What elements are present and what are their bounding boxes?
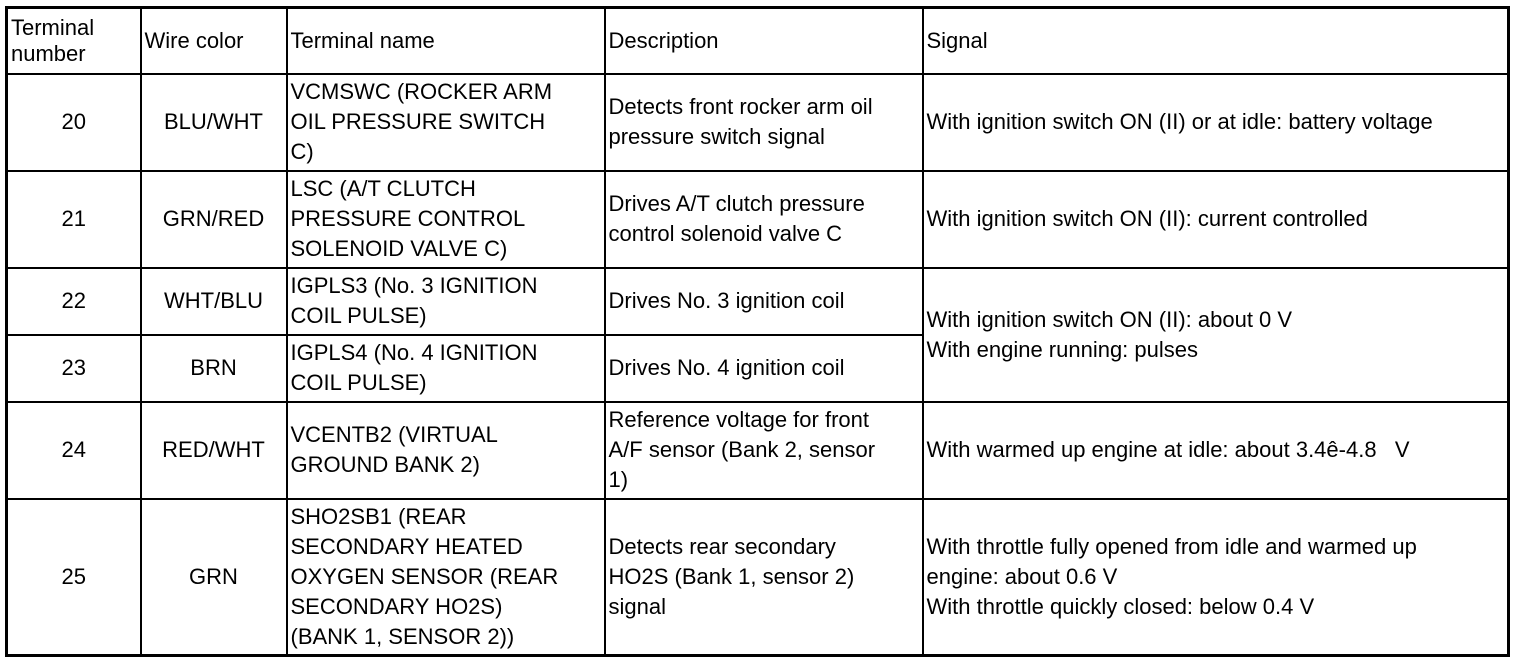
table-row <box>7 499 1509 656</box>
signal-line: With engine running: pulses <box>926 336 1198 362</box>
signal-cell <box>923 402 1509 499</box>
terminal-number-cell: 22 <box>7 268 141 335</box>
description-cell <box>605 268 923 335</box>
description-line: Detects front rocker arm oil <box>608 94 873 119</box>
header-wire-color: Wire color <box>141 8 287 74</box>
terminal-name-cell <box>287 499 605 656</box>
wire-color-cell: RED/WHT <box>141 402 287 499</box>
wire-color-cell: BLU/WHT <box>141 74 287 171</box>
description-cell <box>605 499 923 656</box>
terminal-name-line: IGPLS3 (No. 3 IGNITION <box>290 273 538 298</box>
description-line: Drives No. 3 ignition coil <box>608 288 845 313</box>
description-cell <box>605 402 923 499</box>
wire-color-cell: GRN/RED <box>141 171 287 268</box>
signal-cell <box>923 171 1509 268</box>
terminal-number-cell: 20 <box>7 74 141 171</box>
terminal-name-line: SHO2SB1 (REAR <box>290 503 467 529</box>
description-line: A/F sensor (Bank 2, sensor <box>608 437 876 462</box>
terminal-name-line: IGPLS4 (No. 4 IGNITION <box>290 340 538 365</box>
terminal-name-line: (BANK 1, SENSOR 2)) <box>290 623 515 649</box>
signal-line: engine: about 0.6 V <box>926 563 1118 589</box>
terminal-table-container <box>5 6 1507 657</box>
terminal-number-cell: 25 <box>7 499 141 656</box>
signal-line: With ignition switch ON (II): about 0 V <box>926 306 1293 332</box>
table-row <box>7 171 1509 268</box>
terminal-name-line: COIL PULSE) <box>290 370 427 395</box>
terminal-number-cell: 24 <box>7 402 141 499</box>
wire-color-cell: GRN <box>141 499 287 656</box>
table-row <box>7 402 1509 499</box>
signal-line: With throttle quickly closed: below 0.4 V <box>926 593 1315 619</box>
wire-color-cell: BRN <box>141 335 287 402</box>
terminal-name-line: SOLENOID VALVE C) <box>290 236 508 261</box>
terminal-name-line: SECONDARY HO2S) <box>290 593 503 619</box>
terminal-number-cell: 21 <box>7 171 141 268</box>
terminal-number-cell: 23 <box>7 335 141 402</box>
signal-cell <box>923 499 1509 656</box>
signal-cell <box>923 74 1509 171</box>
signal-line: With throttle fully opened from idle and warmed up <box>926 533 1417 559</box>
terminal-name-line: SECONDARY HEATED <box>290 533 523 559</box>
terminal-name-line: VCENTB2 (VIRTUAL <box>290 422 498 447</box>
description-line: signal <box>608 593 666 619</box>
terminal-name-line: COIL PULSE) <box>290 303 427 328</box>
description-cell <box>605 74 923 171</box>
signal-line: With ignition switch ON (II) or at idle: battery voltage <box>926 109 1433 134</box>
description-line: Detects rear secondary <box>608 533 836 559</box>
description-cell <box>605 335 923 402</box>
terminal-name-line: C) <box>290 139 314 164</box>
signal-cell <box>923 268 1509 402</box>
header-description: Description <box>605 8 923 74</box>
terminal-name-cell <box>287 171 605 268</box>
terminal-name-line: LSC (A/T CLUTCH <box>290 176 476 201</box>
signal-line: With ignition switch ON (II): current controlled <box>926 206 1368 231</box>
terminal-name-line: PRESSURE CONTROL <box>290 206 526 231</box>
table-row <box>7 268 1509 335</box>
header-terminal-number-line: number <box>11 40 86 66</box>
wire-color-cell: WHT/BLU <box>141 268 287 335</box>
header-terminal-number-line: Terminal <box>11 14 95 40</box>
description-line: Drives No. 4 ignition coil <box>608 355 845 380</box>
terminal-name-line: OIL PRESSURE SWITCH <box>290 109 546 134</box>
description-line: Drives A/T clutch pressure <box>608 191 865 216</box>
terminal-name-cell <box>287 402 605 499</box>
description-line: 1) <box>608 467 629 492</box>
terminal-name-line: GROUND BANK 2) <box>290 452 480 477</box>
header-row <box>7 8 1509 74</box>
description-line: pressure switch signal <box>608 124 825 149</box>
header-signal: Signal <box>923 8 1509 74</box>
description-line: control solenoid valve C <box>608 221 843 246</box>
table-row <box>7 74 1509 171</box>
terminal-name-cell <box>287 74 605 171</box>
terminal-name-line: VCMSWC (ROCKER ARM <box>290 79 553 104</box>
description-cell <box>605 171 923 268</box>
terminal-name-cell <box>287 335 605 402</box>
terminal-name-cell <box>287 268 605 335</box>
description-line: Reference voltage for front <box>608 407 869 432</box>
header-terminal-name: Terminal name <box>287 8 605 74</box>
header-terminal-number <box>7 8 141 74</box>
terminal-table <box>5 6 1510 657</box>
signal-line: With warmed up engine at idle: about 3.4ê-4.8 V <box>926 437 1410 462</box>
terminal-name-line: OXYGEN SENSOR (REAR <box>290 563 559 589</box>
description-line: HO2S (Bank 1, sensor 2) <box>608 563 855 589</box>
